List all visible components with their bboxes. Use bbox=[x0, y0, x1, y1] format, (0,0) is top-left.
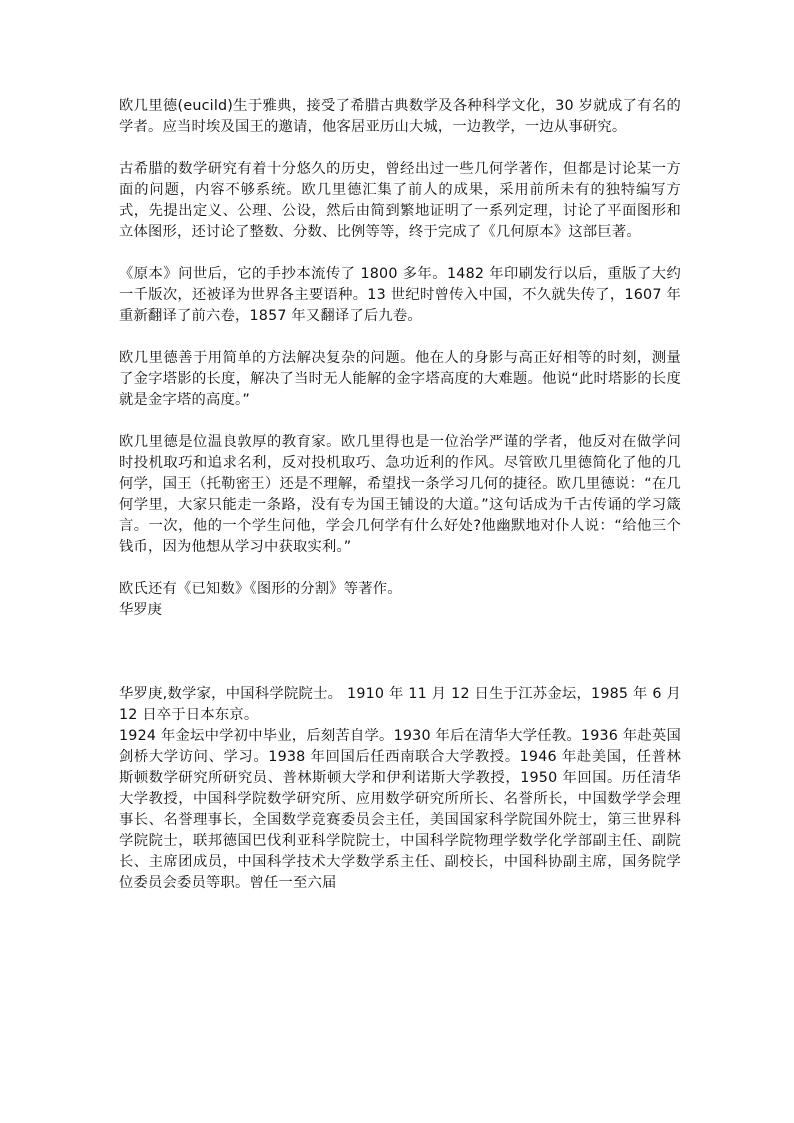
section-heading-hua: 华罗庚 bbox=[119, 602, 162, 618]
euclid-paragraph-1: 欧几里德(eucild)生于雅典，接受了希腊古典数学及各种科学文化，30 岁就成了有名的学者。应当时埃及国王的邀请，他客居亚历山大城，一边教学，一边从事研究。 bbox=[119, 98, 681, 135]
euclid-paragraph-2: 古希腊的数学研究有着十分悠久的历史，曾经出过一些几何学著作，但都是讨论某一方面的问题，内容不够系统。欧几里德汇集了前人的成果，采用前所未有的独特编写方式，先提出定义、公理、公设，然后由简到繁地证明了一系列定理，讨论了平面图形和立体图形，还讨论了整数、分数、比例等等，终于完成了《几何原本》这部巨著。 bbox=[119, 161, 681, 240]
euclid-paragraph-3: 《原本》问世后，它的手抄本流传了 1800 多年。1482 年印刷发行以后，重版了大约一千版次，还被译为世界各主要语种。13 世纪时曾传入中国，不久就失传了，1607 年重新翻译了前六卷，1857 年又翻译了后九卷。 bbox=[119, 266, 681, 324]
euclid-paragraph-4: 欧几里德善于用简单的方法解决复杂的问题。他在人的身影与高正好相等的时刻，测量了金字塔影的长度，解决了当时无人能解的金字塔高度的大难题。他说“此时塔影的长度就是金字塔的高度。” bbox=[119, 350, 681, 408]
euclid-paragraph-6: 欧氏还有《已知数》《图形的分割》等著作。 bbox=[119, 581, 402, 597]
hua-intro-paragraph: 华罗庚,数学家，中国科学院院士。 1910 年 11 月 12 日生于江苏金坛，1985 年 6 月 12 日卒于日本东京。 bbox=[119, 686, 681, 723]
euclid-paragraph-5: 欧几里德是位温良敦厚的教育家。欧几里得也是一位治学严谨的学者，他反对在做学问时投机取巧和追求名利，反对投机取巧、急功近利的作风。尽管欧几里德简化了他的几何学，国王（托勒密王）还是不理解，希望找一条学习几何的捷径。欧几里德说：“在几何学里，大家只能走一条路，没有专为国王铺设的大道。”这句话成为千古传诵的学习箴言。一次，他的一个学生问他，学会几何学有什么好处?他幽默地对仆人说：“给他三个钱币，因为他想从学习中获取实利。” bbox=[119, 434, 681, 555]
hua-career-paragraph: 1924 年金坛中学初中毕业，后刻苦自学。1930 年后在清华大学任教。1936 年赴英国剑桥大学访问、学习。1938 年回国后任西南联合大学教授。1946 年赴美国，任普林斯顿数学研究所研究员、普林斯顿大学和伊利诺斯大学教授，1950 年回国。历任清华大学教授，中国科学院数学研究所、应用数学研究所所长、名誉所长，中国数学学会理事长、名誉理事长，全国数学竞赛委员会主任，美国国家科学院国外院士，第三世界科学院院士，联邦德国巴伐利亚科学院院士，中国科学院物理学数学化学部副主任、副院长、主席团成员，中国科学技术大学数学系主任、副校长，中国科协副主席，国务院学位委员会委员等职。曾任一至六届 bbox=[119, 728, 681, 891]
document-page bbox=[119, 96, 681, 894]
